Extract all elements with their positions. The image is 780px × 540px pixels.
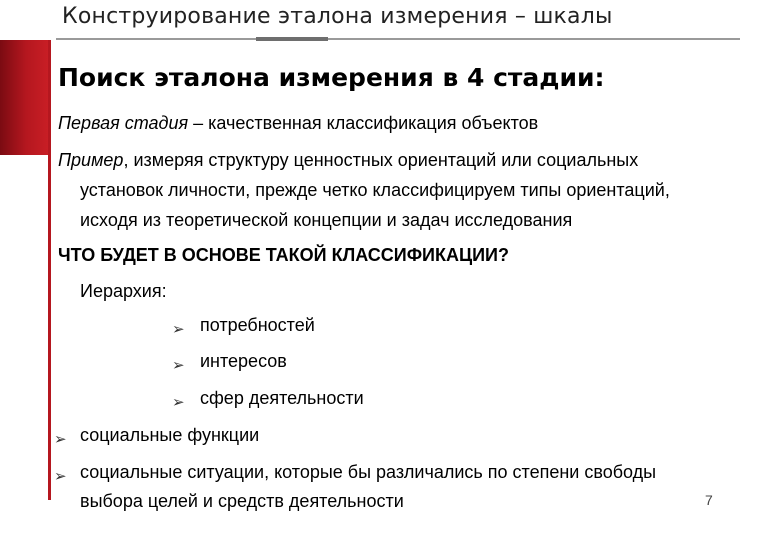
hierarchy-label: Иерархия: bbox=[80, 281, 167, 301]
example-block bbox=[58, 145, 670, 235]
example-line3: исходя из теоретической концепции и задач исследования bbox=[80, 210, 573, 230]
arrow-bullet-icon: ➢ bbox=[54, 431, 67, 448]
slide-heading: Поиск эталона измерения в 4 стадии: bbox=[58, 63, 605, 92]
red-accent-line bbox=[48, 40, 51, 500]
arrow-bullet-icon: ➢ bbox=[172, 357, 185, 374]
arrow-bullet-icon: ➢ bbox=[172, 394, 185, 411]
bullet-item: социальные функции bbox=[80, 425, 260, 445]
header-rule-accent bbox=[256, 37, 328, 41]
question-heading: ЧТО БУДЕТ В ОСНОВЕ ТАКОЙ КЛАССИФИКАЦИИ? bbox=[58, 245, 509, 265]
header-title: Конструирование эталона измерения – шкалы bbox=[62, 4, 613, 29]
arrow-bullet-icon: ➢ bbox=[172, 321, 185, 338]
hierarchy-item: потребностей bbox=[200, 315, 315, 335]
red-accent-block bbox=[0, 40, 48, 155]
hierarchy-item: интересов bbox=[200, 351, 287, 371]
stage-description: – качественная классификация объектов bbox=[188, 113, 539, 133]
header-rule bbox=[56, 38, 740, 40]
arrow-bullet-icon: ➢ bbox=[54, 468, 67, 485]
bullet-item-line1: социальные ситуации, которые бы различались по степени свободы bbox=[80, 462, 657, 482]
example-label: Пример bbox=[58, 150, 124, 170]
example-line1: , измеряя структуру ценностных ориентаций или социальных bbox=[123, 150, 639, 170]
bullet-item-line2: выбора целей и средств деятельности bbox=[80, 491, 404, 511]
hierarchy-item: сфер деятельности bbox=[200, 388, 364, 408]
example-line2: установок личности, прежде четко классифицируем типы ориентаций, bbox=[80, 180, 670, 200]
stage-label: Первая стадия bbox=[58, 113, 189, 133]
stage-line bbox=[58, 108, 538, 138]
page-number: 7 bbox=[705, 492, 713, 508]
